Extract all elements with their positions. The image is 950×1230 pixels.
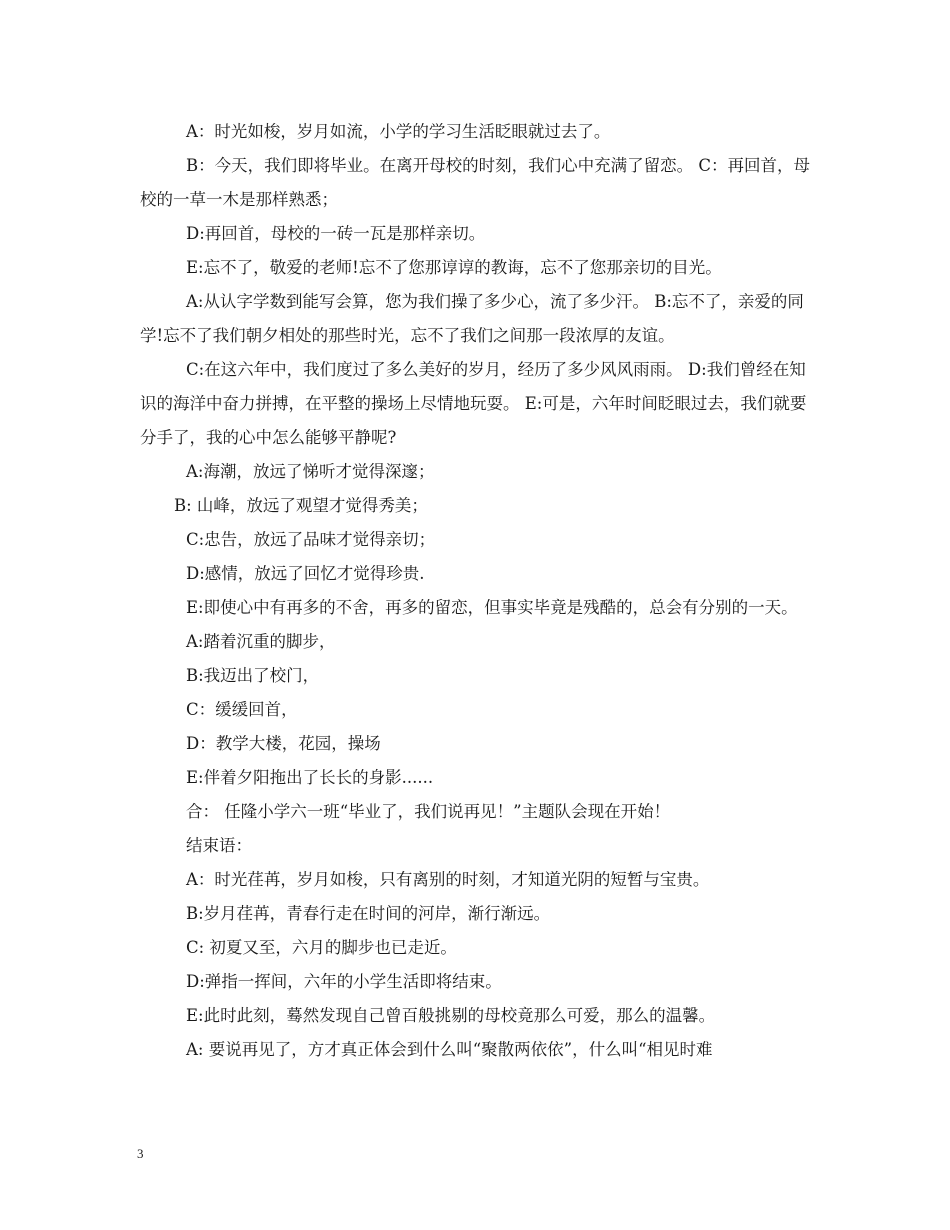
page-number: 3 (137, 1146, 144, 1161)
paragraph: C:在这六年中，我们度过了多么美好的岁月，经历了多少风风雨雨。 D:我们曾经在知识的海洋中奋力拼搏，在平整的操场上尽情地玩耍。 E:可是，六年时间眨眼过去，我们就要分手了，我的心中怎么能够平静呢? (140, 360, 807, 447)
paragraph: A:踏着沉重的脚步， (186, 632, 336, 651)
paragraph: C:忠告，放远了品味才觉得亲切； (186, 530, 436, 549)
document-body (140, 115, 815, 1067)
paragraph: D:感情，放远了回忆才觉得珍贵. (186, 564, 425, 583)
paragraph: D:弹指一挥间，六年的小学生活即将结束。 (186, 972, 502, 991)
paragraph: A：时光如梭，岁月如流，小学的学习生活眨眼就过去了。 (186, 122, 611, 141)
paragraph: 结束语： (186, 836, 252, 855)
paragraph: D：教学大楼，花园，操场 (186, 734, 381, 753)
paragraph: E:即使心中有再多的不舍，再多的留恋，但事实毕竟是残酷的，总会有分别的一天。 (186, 598, 798, 617)
paragraph: B:我迈出了校门， (186, 666, 320, 685)
paragraph: B：今天，我们即将毕业。在离开母校的时刻，我们心中充满了留恋。 C：再回首，母校的一草一木是那样熟悉； (140, 156, 810, 209)
paragraph: C：缓缓回首， (186, 700, 298, 719)
paragraph: A:从认字学数到能写会算，您为我们操了多少心，流了多少汗。 B:忘不了，亲爱的同学!忘不了我们朝夕相处的那些时光，忘不了我们之间那一段浓厚的友谊。 (140, 292, 804, 345)
paragraph: A: 要说再见了，方才真正体会到什么叫“聚散两依依”，什么叫“相见时难 (186, 1040, 713, 1059)
paragraph: C: 初夏又至，六月的脚步也已走近。 (186, 938, 457, 957)
paragraph: E:忘不了，敬爱的老师!忘不了您那谆谆的教诲，忘不了您那亲切的目光。 (186, 258, 722, 277)
paragraph: B: 山峰，放远了观望才觉得秀美； (174, 496, 428, 515)
paragraph: 合： 任隆小学六一班“毕业了，我们说再见！”主题队会现在开始！ (186, 802, 671, 821)
paragraph: D:再回首，母校的一砖一瓦是那样亲切。 (186, 224, 486, 243)
paragraph: B:岁月荏苒，青春行走在时间的河岸，渐行渐远。 (186, 904, 551, 923)
paragraph: A:海潮，放远了悌听才觉得深邃； (186, 462, 435, 481)
paragraph: A：时光荏苒，岁月如梭，只有离别的时刻，才知道光阴的短暂与宝贵。 (186, 870, 710, 889)
paragraph: E:此时此刻，蓦然发现自己曾百般挑剔的母校竟那么可爱，那么的温馨。 (186, 1006, 716, 1025)
paragraph: E:伴着夕阳拖出了长长的身影...... (186, 768, 434, 787)
